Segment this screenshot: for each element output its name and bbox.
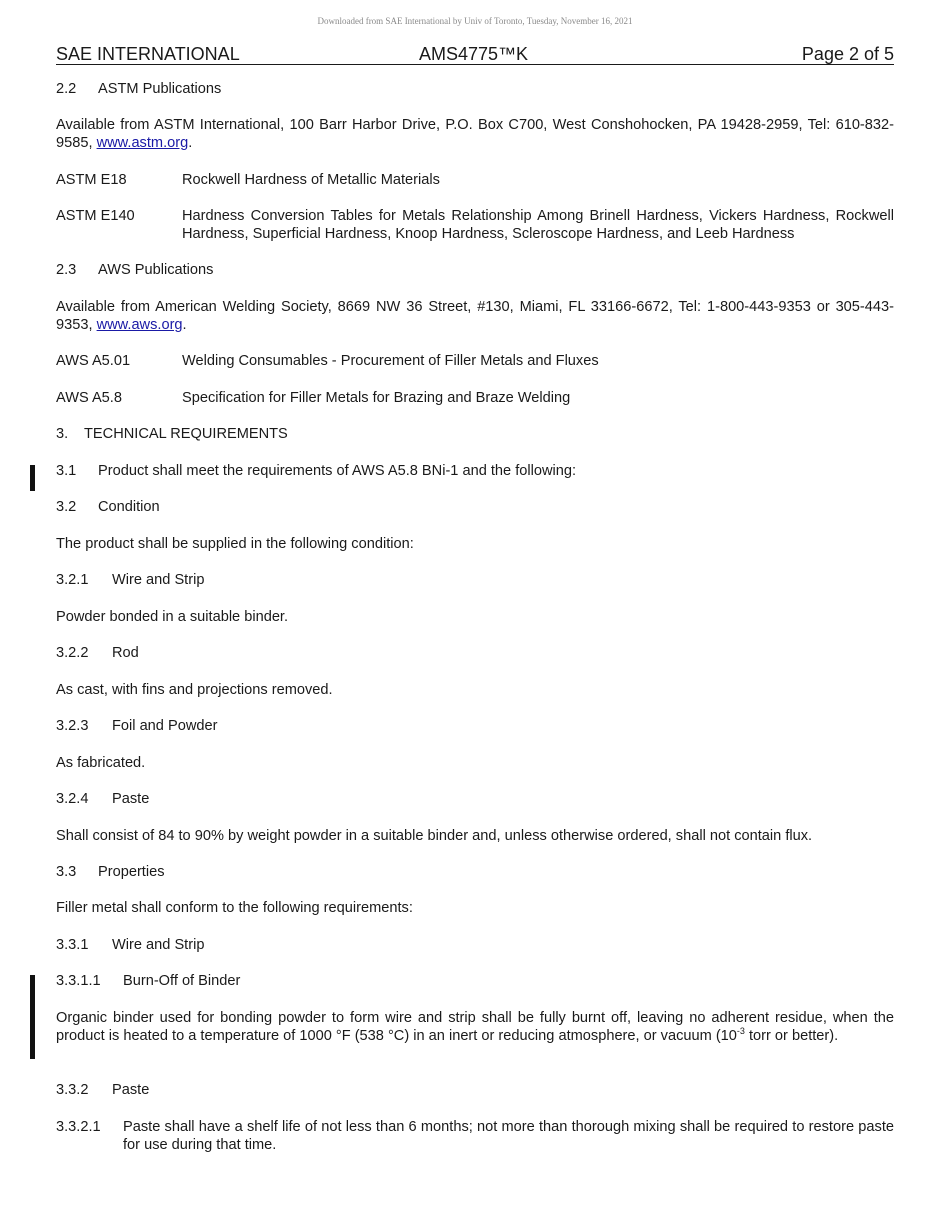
header-org: SAE INTERNATIONAL — [56, 44, 240, 64]
reference-code: AWS A5.8 — [56, 390, 122, 406]
section-heading-2-3 — [56, 261, 894, 279]
section-heading-3-3-1-1 — [56, 972, 894, 990]
exponent: -3 — [736, 1026, 745, 1037]
reference-code: AWS A5.01 — [56, 353, 131, 369]
section-number: 3.2.2 — [56, 645, 89, 661]
section-title: Properties — [98, 864, 165, 880]
section-3-3-2-1 — [56, 1118, 894, 1154]
section-number: 3.3.2 — [56, 1082, 89, 1098]
reference-code: ASTM E140 — [56, 208, 135, 224]
section-title: TECHNICAL REQUIREMENTS — [84, 426, 288, 442]
revision-bar — [30, 975, 35, 1059]
astm-website-link[interactable]: www.astm.org — [96, 135, 189, 151]
section-title: Paste — [112, 791, 150, 807]
header-doc-id: AMS4775™K — [419, 44, 529, 64]
section-number: 3.2.3 — [56, 718, 89, 734]
paragraph-text-end: torr or better). — [744, 1028, 839, 1044]
section-heading-2-2 — [56, 80, 894, 98]
section-number: 3.3.2.1 — [56, 1119, 101, 1135]
availability-text: Available from ASTM International, 100 Barr Harbor Drive, P.O. Box C700, West Conshohocken, PA 19428-2959, Tel: 610-832-9585, — [56, 117, 894, 151]
section-heading-3-3 — [56, 863, 894, 881]
section-heading-3 — [56, 425, 894, 443]
section-title: ASTM Publications — [98, 81, 222, 97]
section-title: Rod — [112, 645, 139, 661]
section-title: Wire and Strip — [112, 572, 205, 588]
section-title: Foil and Powder — [112, 718, 218, 734]
section-3-2-text: The product shall be supplied in the following condition: — [56, 536, 414, 552]
section-3-2-4-text: Shall consist of 84 to 90% by weight powder in a suitable binder and, unless otherwise ordered, shall not contain flux. — [56, 828, 813, 844]
reference-aws-a5-01 — [56, 352, 894, 370]
page-header — [56, 44, 894, 65]
aws-availability-paragraph — [56, 298, 894, 334]
section-text: Product shall meet the requirements of AWS A5.8 BNi-1 and the following: — [98, 463, 577, 479]
section-number: 3.3.1.1 — [56, 973, 101, 989]
section-title: Condition — [98, 499, 160, 515]
section-3-2-1-text: Powder bonded in a suitable binder. — [56, 609, 289, 625]
section-heading-3-2-3 — [56, 717, 894, 735]
section-number: 3.3 — [56, 864, 77, 880]
section-title: AWS Publications — [98, 262, 214, 278]
section-number: 3. — [56, 426, 69, 442]
download-watermark: Downloaded from SAE International by Univ of Toronto, Tuesday, November 16, 2021 — [317, 16, 633, 26]
section-3-3-1-1-text — [56, 1009, 894, 1045]
availability-period: . — [182, 317, 187, 333]
reference-astm-e140 — [56, 207, 894, 243]
section-title: Burn-Off of Binder — [123, 973, 241, 989]
availability-period: . — [188, 135, 193, 151]
section-number: 3.3.1 — [56, 937, 89, 953]
section-number: 3.2.1 — [56, 572, 89, 588]
reference-description: Welding Consumables - Procurement of Filler Metals and Fluxes — [182, 353, 599, 369]
section-number: 3.2 — [56, 499, 77, 515]
astm-availability-paragraph — [56, 116, 894, 152]
section-heading-3-2-1 — [56, 571, 894, 589]
reference-description: Rockwell Hardness of Metallic Materials — [182, 172, 440, 188]
aws-website-link[interactable]: www.aws.org — [96, 317, 183, 333]
section-title: Wire and Strip — [112, 937, 205, 953]
section-3-2-3-text: As fabricated. — [56, 755, 146, 771]
section-heading-3-2-2 — [56, 644, 894, 662]
paragraph-text: Organic binder used for bonding powder to form wire and strip shall be fully burnt off, leaving no adherent residue, when the product is heated to a temperature of 1000 °F (538 °C) in an inert or reducing atmosphere, or vacuum (10 — [56, 1010, 894, 1044]
section-number: 3.1 — [56, 463, 77, 479]
section-heading-3-2 — [56, 498, 894, 516]
header-page-number: Page 2 of 5 — [801, 44, 894, 64]
reference-description: Hardness Conversion Tables for Metals Relationship Among Brinell Hardness, Vickers Hardness, Rockwell Hardness, Superficial Hardness, Knoop Hardness, Scleroscope Hardness, and Leeb Hardness — [182, 208, 894, 242]
section-number: 2.2 — [56, 81, 77, 97]
reference-astm-e18 — [56, 171, 894, 189]
revision-bar — [30, 465, 35, 491]
reference-aws-a5-8 — [56, 389, 894, 407]
reference-description: Specification for Filler Metals for Brazing and Braze Welding — [182, 390, 571, 406]
section-3-3-text: Filler metal shall conform to the following requirements: — [56, 900, 413, 916]
section-3-1 — [56, 462, 894, 480]
section-text: Paste shall have a shelf life of not less than 6 months; not more than thorough mixing shall be required to restore paste for use during that time. — [123, 1119, 894, 1153]
section-heading-3-3-1 — [56, 936, 894, 954]
section-heading-3-2-4 — [56, 790, 894, 808]
section-heading-3-3-2 — [56, 1081, 894, 1099]
availability-text: Available from American Welding Society, 8669 NW 36 Street, #130, Miami, FL 33166-6672, Tel: 1-800-443-9353 or 305-443-9353, — [56, 299, 894, 333]
section-3-2-2-text: As cast, with fins and projections removed. — [56, 682, 333, 698]
section-title: Paste — [112, 1082, 150, 1098]
reference-code: ASTM E18 — [56, 172, 127, 188]
section-number: 2.3 — [56, 262, 77, 278]
section-number: 3.2.4 — [56, 791, 89, 807]
